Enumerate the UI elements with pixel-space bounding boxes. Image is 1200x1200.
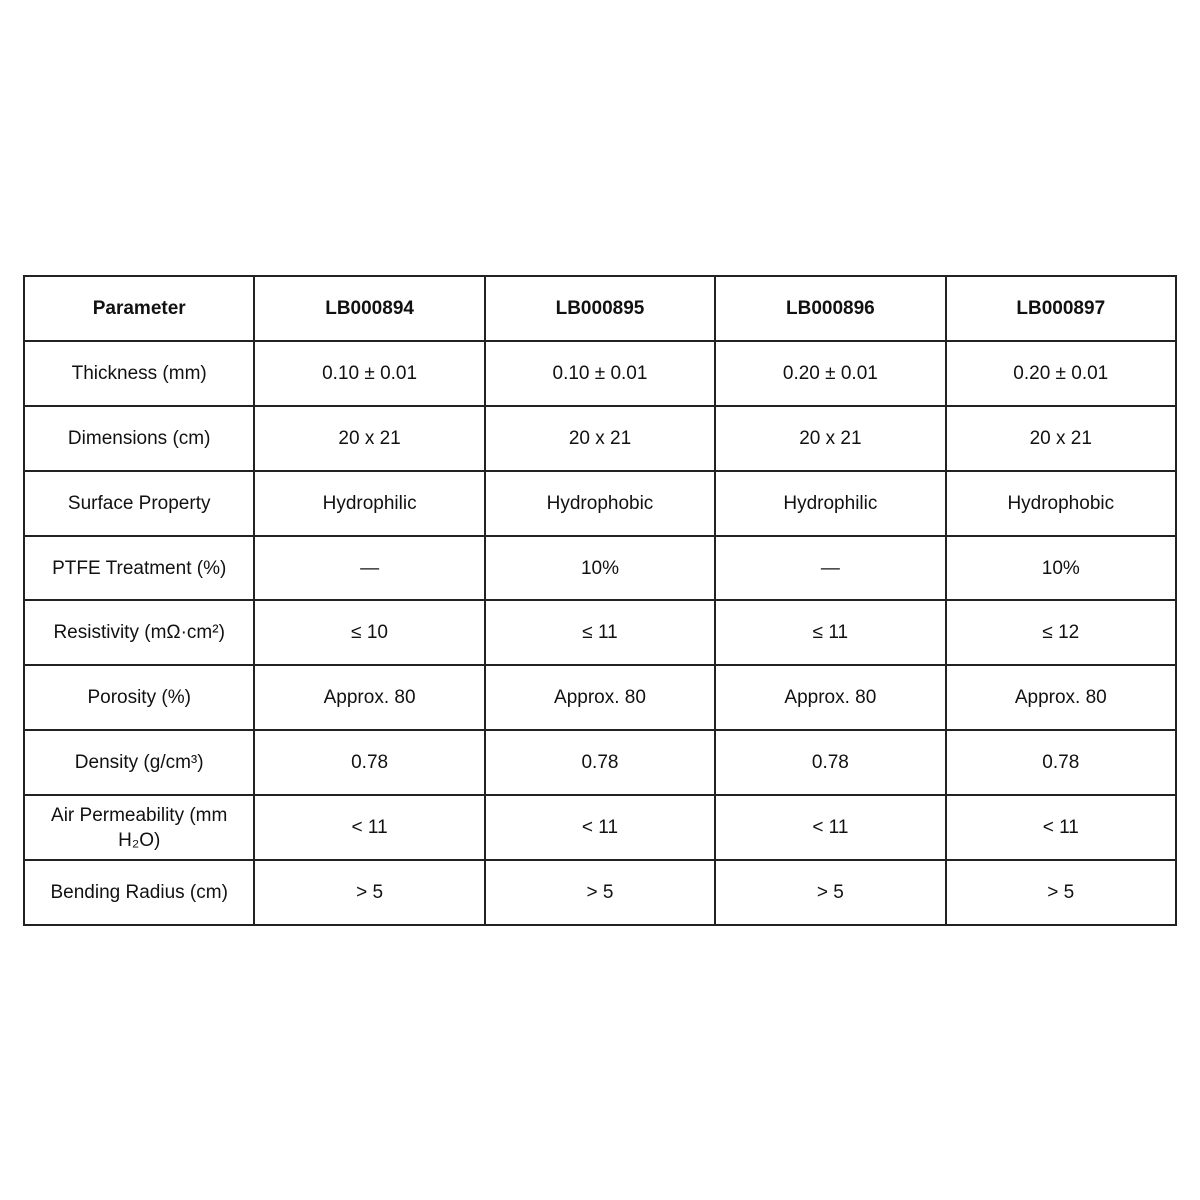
row-label: Bending Radius (cm) [24, 860, 254, 925]
table-cell: > 5 [715, 860, 945, 925]
table-cell: 0.10 ± 0.01 [254, 341, 484, 406]
table-cell: ≤ 10 [254, 600, 484, 665]
table-row [24, 471, 1176, 536]
table-cell: 10% [485, 536, 715, 601]
table-cell: < 11 [946, 795, 1176, 860]
table-row [24, 341, 1176, 406]
table-cell: — [715, 536, 945, 601]
table-cell: ≤ 11 [715, 600, 945, 665]
table-cell: 0.78 [946, 730, 1176, 795]
table-header [24, 276, 1176, 341]
table-cell: Approx. 80 [946, 665, 1176, 730]
table-cell: 0.78 [485, 730, 715, 795]
header-cell-lb000895: LB000895 [485, 276, 715, 341]
header-cell-lb000894: LB000894 [254, 276, 484, 341]
table-cell: 0.20 ± 0.01 [946, 341, 1176, 406]
row-label: Resistivity (mΩ·cm²) [24, 600, 254, 665]
table-cell: Approx. 80 [715, 665, 945, 730]
table-cell: 20 x 21 [715, 406, 945, 471]
table-cell: < 11 [715, 795, 945, 860]
table-cell: 20 x 21 [946, 406, 1176, 471]
row-label: PTFE Treatment (%) [24, 536, 254, 601]
table-cell: ≤ 11 [485, 600, 715, 665]
table-body [24, 341, 1176, 925]
table-row [24, 406, 1176, 471]
table-row [24, 600, 1176, 665]
table-cell: Approx. 80 [485, 665, 715, 730]
table-row [24, 536, 1176, 601]
table-cell: 0.78 [254, 730, 484, 795]
row-label: Dimensions (cm) [24, 406, 254, 471]
table-cell: 20 x 21 [254, 406, 484, 471]
header-cell-lb000896: LB000896 [715, 276, 945, 341]
table-row [24, 665, 1176, 730]
table-cell: Hydrophobic [946, 471, 1176, 536]
header-cell-parameter: Parameter [24, 276, 254, 341]
table-cell: > 5 [485, 860, 715, 925]
table-cell: 0.20 ± 0.01 [715, 341, 945, 406]
row-label: Density (g/cm³) [24, 730, 254, 795]
table-cell: Hydrophobic [485, 471, 715, 536]
table-cell: ≤ 12 [946, 600, 1176, 665]
header-cell-lb000897: LB000897 [946, 276, 1176, 341]
table-cell: Hydrophilic [715, 471, 945, 536]
table-cell: 0.10 ± 0.01 [485, 341, 715, 406]
table-cell: 0.78 [715, 730, 945, 795]
table-row [24, 860, 1176, 925]
table-cell: 10% [946, 536, 1176, 601]
table-cell: 20 x 21 [485, 406, 715, 471]
row-label: Air Permeability (mm H₂O) [24, 795, 254, 860]
table-cell: Approx. 80 [254, 665, 484, 730]
row-label: Surface Property [24, 471, 254, 536]
table-cell: — [254, 536, 484, 601]
header-row [24, 276, 1176, 341]
row-label: Thickness (mm) [24, 341, 254, 406]
table-cell: < 11 [485, 795, 715, 860]
table-cell: Hydrophilic [254, 471, 484, 536]
table-row [24, 730, 1176, 795]
table-row [24, 795, 1176, 860]
row-label: Porosity (%) [24, 665, 254, 730]
table-cell: > 5 [946, 860, 1176, 925]
table-cell: > 5 [254, 860, 484, 925]
spec-table [23, 275, 1177, 926]
table-cell: < 11 [254, 795, 484, 860]
